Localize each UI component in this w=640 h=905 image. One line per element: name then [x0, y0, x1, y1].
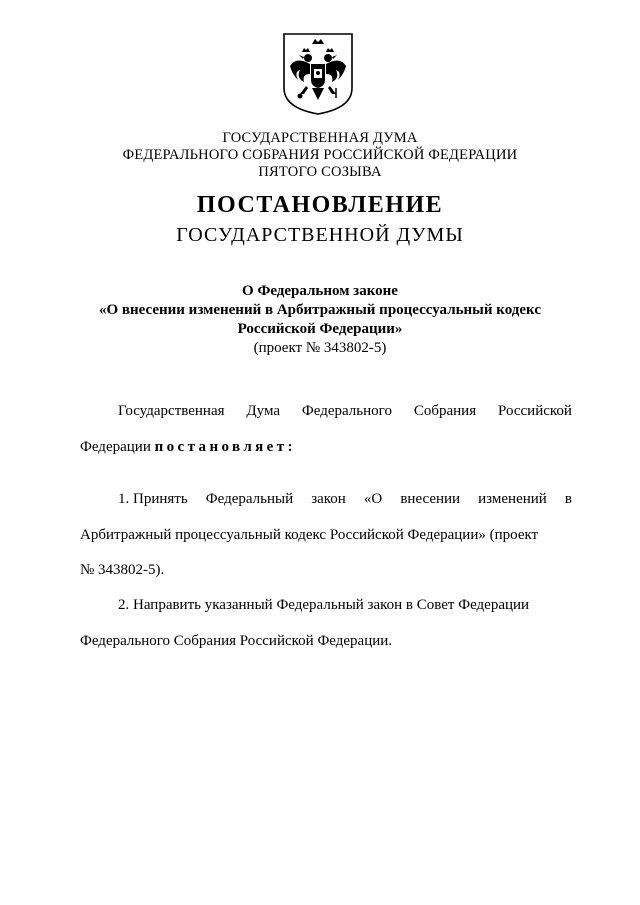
- preamble-word: Российской: [498, 403, 572, 419]
- item-2-line-1: [118, 595, 572, 615]
- item-2-text: Федерального Собрания Российской Федерации.: [80, 633, 393, 649]
- item-1-line-1: [118, 489, 572, 509]
- document-title: ПОСТАНОВЛЕНИЕ: [196, 192, 444, 218]
- item-1-line-2: [80, 525, 572, 545]
- law-line-2: «О внесении изменений в Арбитражный процессуальный кодекс: [99, 302, 541, 318]
- header-line-convocation: ПЯТОГО СОЗЫВА: [258, 164, 382, 180]
- preamble-word: Государственная: [118, 403, 225, 419]
- item-1-word: Федеральный: [205, 491, 294, 507]
- header-line-assembly: ФЕДЕРАЛЬНОГО СОБРАНИЯ РОССИЙСКОЙ ФЕДЕРАЦИИ: [122, 147, 518, 163]
- item-1-line-3: [80, 560, 572, 580]
- project-number: (проект № 343802-5): [253, 340, 387, 356]
- preamble-word: Федерации: [80, 439, 151, 455]
- item-2-text: 2. Направить указанный Федеральный закон в Совет Федерации: [118, 597, 530, 613]
- item-1-text: Арбитражный процессуальный кодекс Российской Федерации» (проект: [80, 527, 539, 543]
- double-headed-eagle-icon: [280, 30, 356, 116]
- law-line-1: О Федеральном законе: [242, 283, 398, 299]
- preamble-word: Собрания: [413, 403, 477, 419]
- item-1-word: 1. Принять: [118, 491, 188, 507]
- law-line-3: Российской Федерации»: [237, 321, 403, 337]
- preamble-word: Дума: [246, 403, 281, 419]
- issuer-header: [0, 130, 640, 181]
- item-1-word: внесении: [400, 491, 461, 507]
- preamble-line-2: [80, 437, 572, 457]
- document-subtitle: ГОСУДАРСТВЕННОЙ ДУМЫ: [176, 224, 464, 246]
- law-reference: [0, 282, 640, 358]
- header-line-duma: ГОСУДАРСТВЕННАЯ ДУМА: [222, 130, 418, 146]
- item-1-word: «О: [363, 491, 383, 507]
- coat-of-arms-emblem: [280, 30, 356, 116]
- preamble-word: Федерального: [301, 403, 392, 419]
- decree-word: постановляет:: [154, 439, 296, 455]
- item-1-word: закон: [311, 491, 346, 507]
- preamble-line-1: [118, 401, 572, 421]
- item-2-line-2: [80, 631, 572, 651]
- item-1-word: в: [564, 491, 572, 507]
- item-1-text: № 343802-5).: [80, 562, 165, 578]
- item-1-word: изменений: [478, 491, 547, 507]
